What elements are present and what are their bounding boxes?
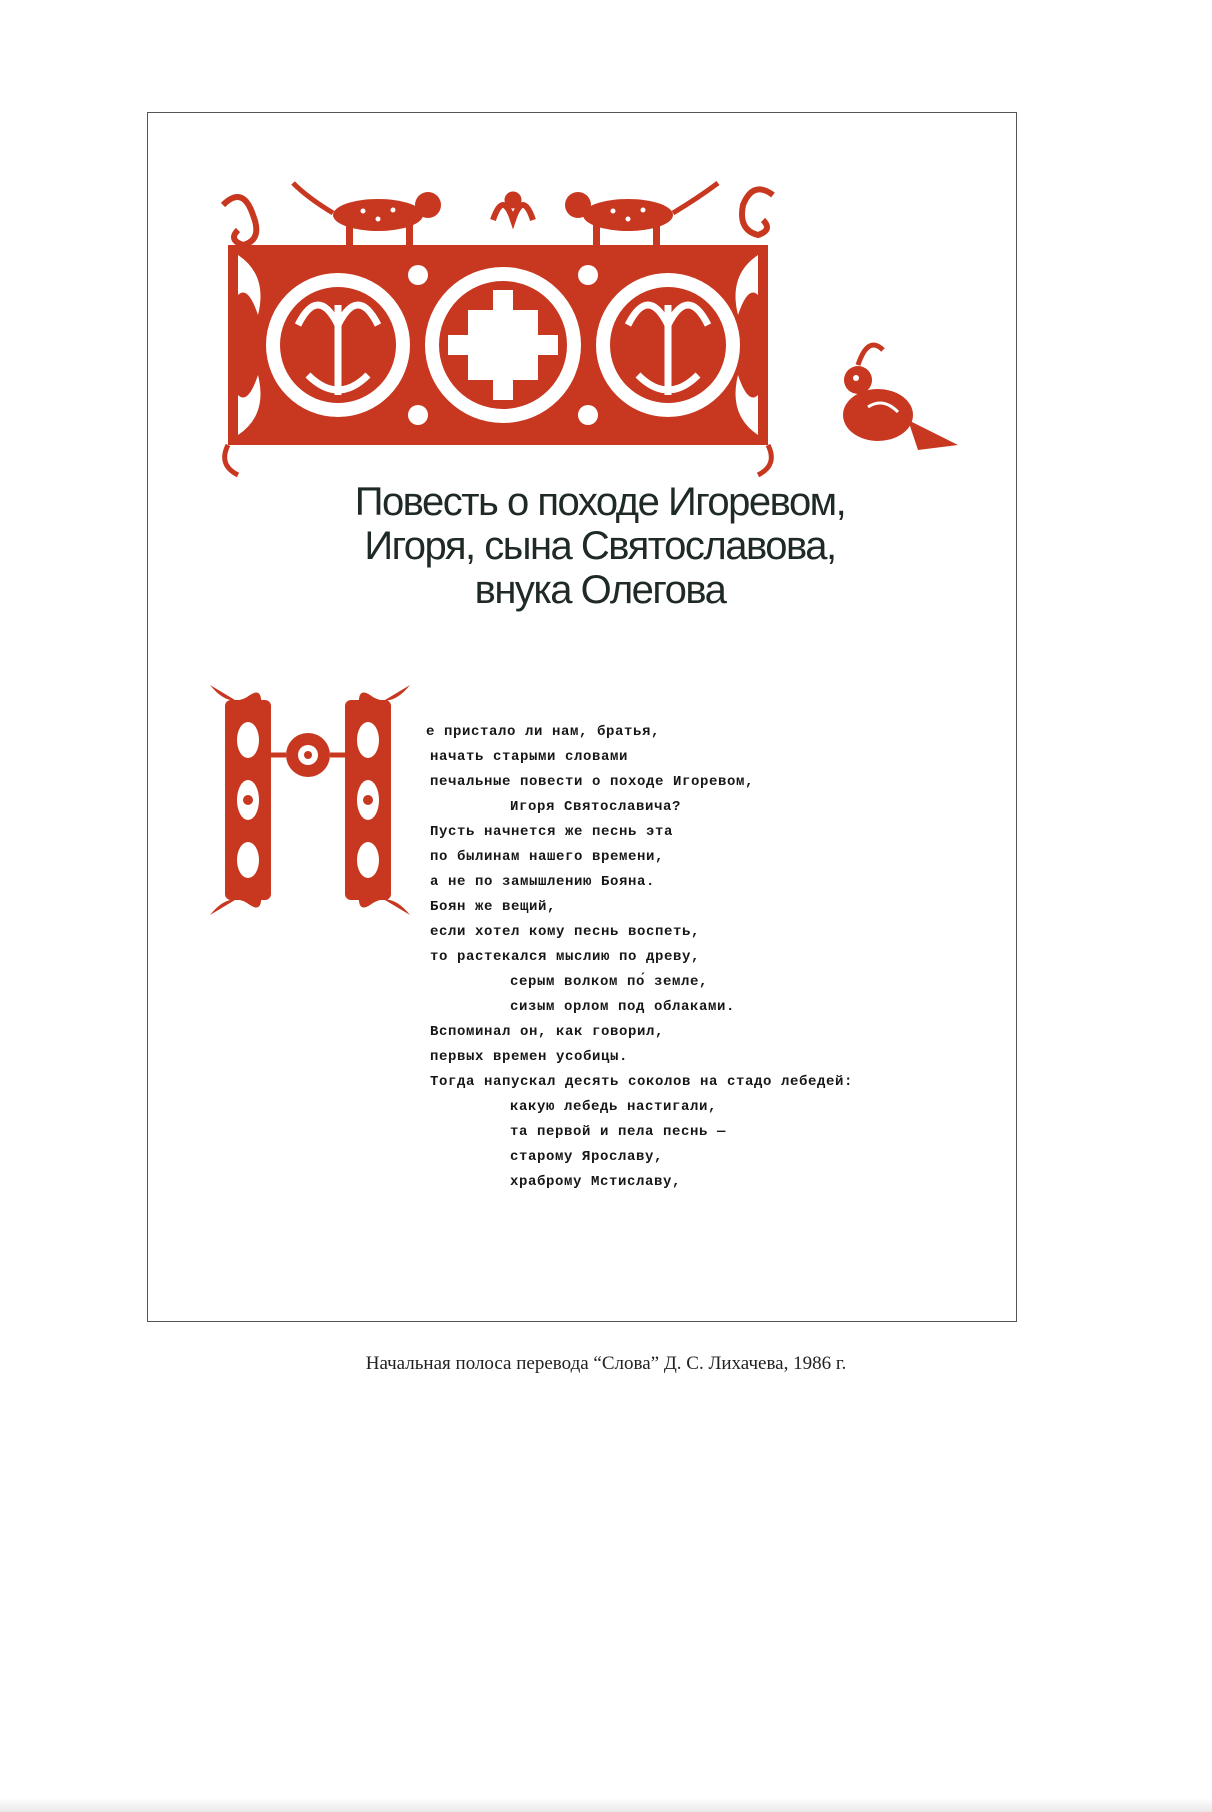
poem-line: храброму Мстиславу, bbox=[510, 1174, 682, 1190]
poem-line: печальные повести о походе Игоревом, bbox=[430, 774, 755, 790]
poem-text bbox=[426, 720, 990, 1195]
poem-line: старому Ярославу, bbox=[510, 1149, 664, 1165]
poem-line: е пристало ли нам, братья, bbox=[426, 724, 661, 740]
poem-line: Боян же вещий, bbox=[430, 899, 557, 915]
poem-line: а не по замышлению Бояна. bbox=[430, 874, 656, 890]
poem-line: первых времен усобицы. bbox=[430, 1049, 629, 1065]
title-line-1: Повесть о походе Игоревом, bbox=[354, 480, 846, 524]
poem-line: Тогда напускал десять соколов на стадо лебедей: bbox=[430, 1074, 854, 1090]
title-block bbox=[270, 480, 930, 612]
ornamental-initial-letter bbox=[205, 680, 415, 920]
poem-line: то растекался мыслию по древу, bbox=[430, 949, 701, 965]
poem-line: начать старыми словами bbox=[430, 749, 629, 765]
poem-line: Игоря Святославича? bbox=[510, 799, 682, 815]
figure-caption: Начальная полоса перевода “Слова” Д. С. Лихачева, 1986 г. bbox=[365, 1353, 847, 1374]
poem-line: по былинам нашего времени, bbox=[430, 849, 665, 865]
ornamental-headpiece bbox=[218, 175, 958, 485]
poem-line: Вспоминал он, как говорил, bbox=[430, 1024, 665, 1040]
poem-line: Пусть начнется же песнь эта bbox=[430, 824, 674, 840]
poem-line: сизым орлом под облаками. bbox=[510, 999, 736, 1015]
poem-line: если хотел кому песнь воспеть, bbox=[430, 924, 701, 940]
title-line-3: внука Олегова bbox=[474, 568, 726, 612]
poem-line: та первой и пела песнь — bbox=[510, 1124, 727, 1140]
title-line-2: Игоря, сына Святославова, bbox=[364, 524, 836, 568]
scan-edge-shadow bbox=[0, 1798, 1212, 1812]
poem-line: какую лебедь настигали, bbox=[510, 1099, 718, 1115]
poem-line: серым волком по́ земле, bbox=[510, 974, 709, 990]
